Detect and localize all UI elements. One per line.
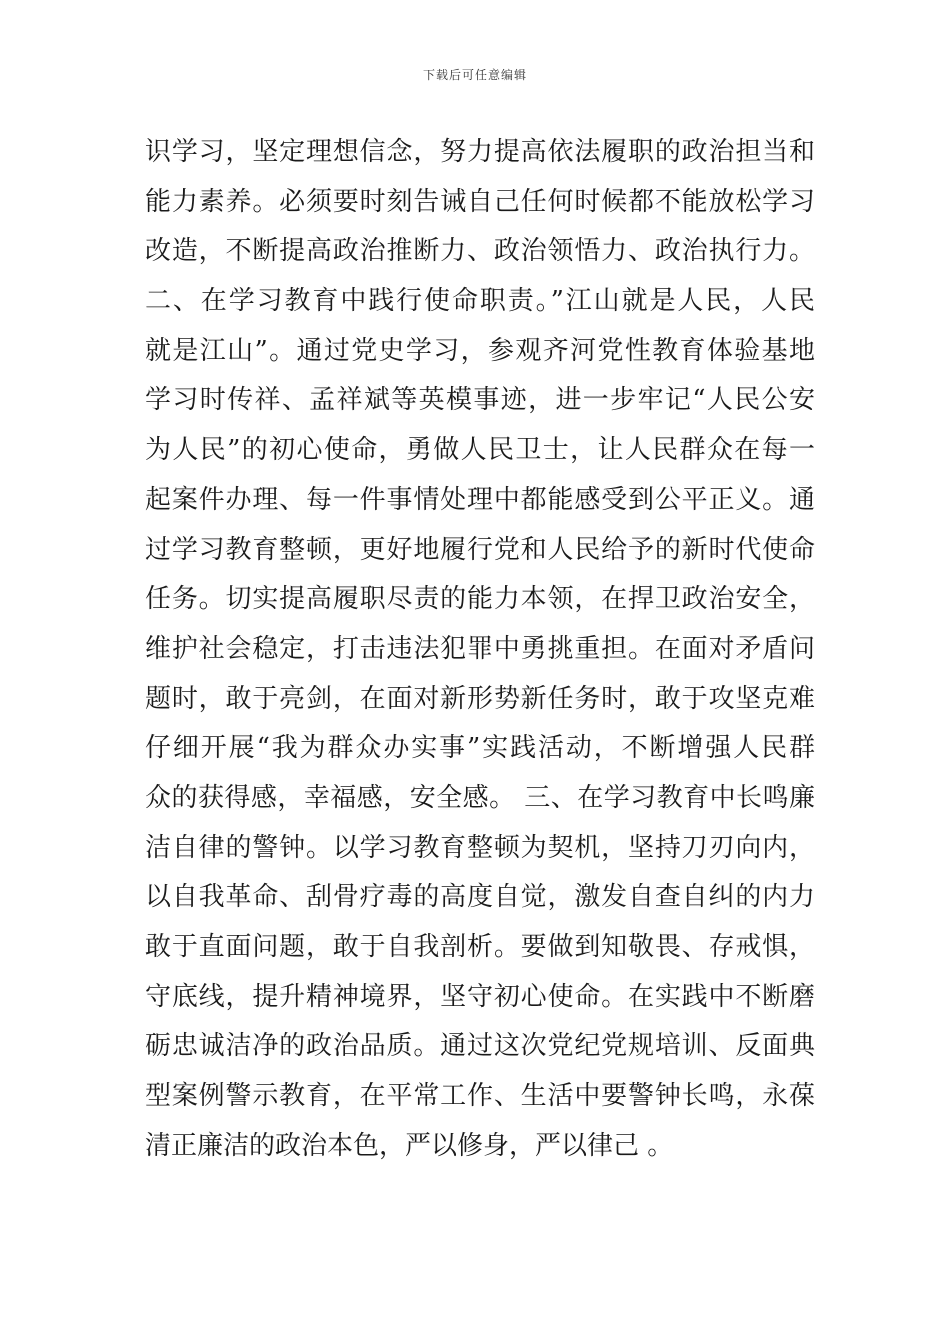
- text-line: 改造，不断提高政治推断力、政治领悟力、政治执行力。: [145, 236, 815, 267]
- text-line: 以自我革命、刮骨疗毒的高度自觉，激发自查自纠的内力: [145, 882, 815, 913]
- text-line: 维护社会稳定，打击违法犯罪中勇挑重担。在面对矛盾问: [145, 633, 815, 664]
- text-line: 众的获得感，幸福感，安全感。 三、在学习教育中长鸣廉: [145, 782, 815, 813]
- text-line: 敢于直面问题，敢于自我剖析。要做到知敬畏、存戒惧，: [145, 932, 815, 962]
- text-line: 二、在学习教育中践行使命职责。”江山就是人民，人民: [145, 286, 815, 317]
- text-line: 识学习，坚定理想信念，努力提高依法履职的政治担当和: [145, 137, 815, 167]
- header-note: 下载后可任意编辑: [422, 68, 527, 82]
- text-line: 清正廉洁的政治本色，严以修身，严以律己 。: [145, 1130, 674, 1161]
- text-line: 就是江山”。通过党史学习，参观齐河党性教育体验基地: [145, 335, 815, 366]
- text-line: 型案例警示教育，在平常工作、生活中要警钟长鸣，永葆: [145, 1081, 815, 1112]
- text-line: 洁自律的警钟。以学习教育整顿为契机，坚持刀刃向内，: [145, 832, 815, 863]
- text-line: 守底线，提升精神境界，坚守初心使命。在实践中不断磨: [145, 981, 815, 1012]
- text-line: 学习时传祥、孟祥斌等英模事迹，进一步牢记“人民公安: [145, 385, 815, 416]
- text-line: 题时，敢于亮剑，在面对新形势新任务时，敢于攻坚克难: [145, 683, 815, 714]
- text-line: 仔细开展“我为群众办实事”实践活动，不断增强人民群: [145, 733, 815, 764]
- text-line: 过学习教育整顿，更好地履行党和人民给予的新时代使命: [145, 534, 815, 565]
- text-line: 任务。切实提高履职尽责的能力本领，在捍卫政治安全，: [145, 584, 815, 615]
- text-line: 砺忠诚洁净的政治品质。通过这次党纪党规培训、反面典: [145, 1031, 815, 1062]
- body-text: [145, 128, 815, 1171]
- text-line: 为人民”的初心使命，勇做人民卫士，让人民群众在每一: [145, 435, 815, 466]
- text-line: 起案件办理、每一件事情处理中都能感受到公平正义。通: [145, 484, 815, 515]
- text-line: 能力素养。必须要时刻告诫自己任何时候都不能放松学习: [145, 186, 815, 217]
